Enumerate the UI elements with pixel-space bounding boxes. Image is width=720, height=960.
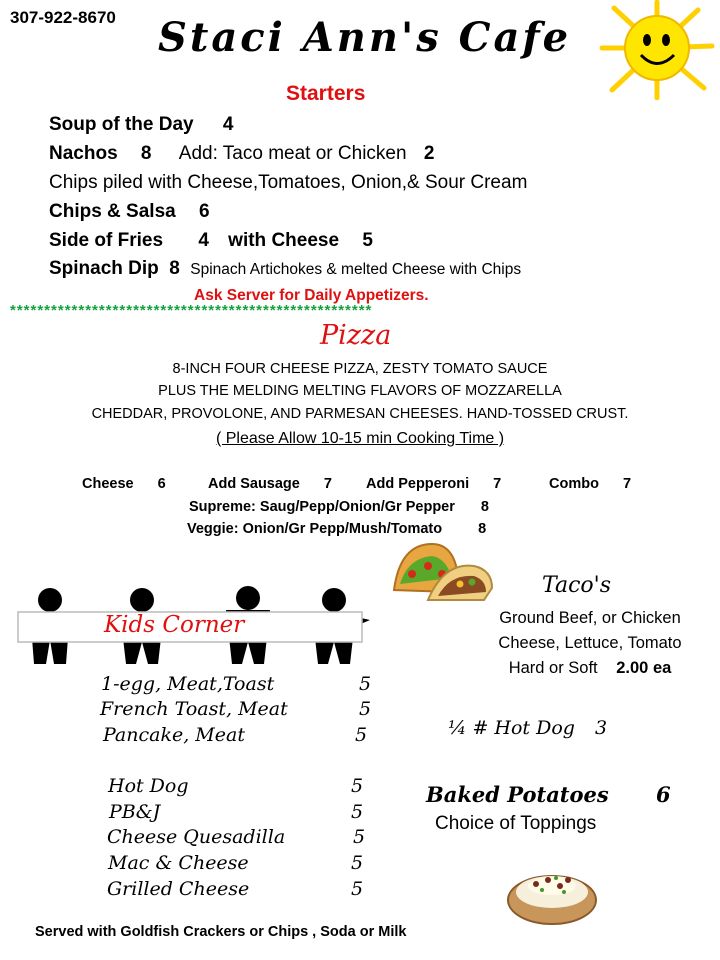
kids-item	[108, 852, 249, 874]
fries-addon: with Cheese	[228, 230, 340, 251]
pizza-veggie-price: 8	[478, 521, 487, 537]
pizza-item-name: Combo	[549, 476, 599, 492]
tacos-heading: Taco's	[542, 573, 611, 598]
nachos-name: Nachos	[49, 143, 118, 164]
kids-item-name: Cheese Quesadilla	[107, 826, 286, 848]
pizza-item-name: Cheese	[82, 476, 134, 492]
kids-item-name: French Toast, Meat	[100, 698, 288, 720]
soup-price: 4	[222, 114, 234, 135]
tacos-line-3	[470, 659, 710, 678]
kids-item-price: 5	[353, 826, 366, 848]
pizza-heading: Pizza	[320, 320, 392, 351]
fries-addon-price: 5	[362, 230, 373, 251]
pizza-item-cheese	[82, 476, 166, 492]
spinach-name: Spinach Dip	[49, 258, 159, 279]
nachos-price: 8	[140, 143, 152, 164]
nachos-item	[49, 143, 434, 165]
spinach-item	[49, 258, 521, 280]
pizza-supreme	[189, 499, 489, 515]
pizza-item-name: Add Pepperoni	[366, 476, 470, 492]
fries-price: 4	[198, 230, 209, 251]
nachos-addon-price: 2	[423, 143, 435, 164]
nachos-addon: Add: Taco meat or Chicken	[178, 143, 407, 164]
chips-item	[49, 201, 210, 223]
kids-item	[107, 826, 285, 848]
pizza-item-combo	[549, 476, 631, 492]
pizza-description-line-3: CHEDDAR, PROVOLONE, AND PARMESAN CHEESES. HAND-TOSSED CRUST.	[91, 406, 629, 422]
kids-item-price: 5	[355, 724, 368, 746]
kids-served-with-note: Served with Goldfish Crackers or Chips , Soda or Milk	[35, 924, 407, 940]
kids-item	[101, 673, 274, 695]
kids-item-name: PB&J	[109, 801, 161, 823]
pizza-item-price: 7	[622, 476, 632, 492]
pizza-description-line-2: PLUS THE MELDING MELTING FLAVORS OF MOZZARELLA	[158, 383, 562, 399]
phone-number: 307-922-8670	[10, 8, 116, 27]
kids-item-name: Grilled Cheese	[107, 878, 250, 900]
baked-potatoes-toppings: Choice of Toppings	[435, 813, 597, 834]
kids-item-name: Mac & Cheese	[108, 852, 249, 874]
kids-item	[103, 724, 245, 746]
kids-item	[100, 698, 288, 720]
pizza-item-pepperoni	[366, 476, 501, 492]
tacos-line-1: Ground Beef, or Chicken	[499, 609, 681, 627]
chips-name: Chips & Salsa	[49, 201, 176, 222]
baked-potato-icon	[496, 848, 608, 932]
kids-item	[108, 775, 189, 797]
kids-item-price: 5	[351, 775, 364, 797]
pizza-veggie-name: Veggie: Onion/Gr Pepp/Mush/Tomato	[187, 521, 443, 537]
spinach-description: Spinach Artichokes & melted Cheese with Chips	[190, 261, 522, 278]
kids-item-price: 5	[351, 878, 364, 900]
taco-icon	[388, 536, 496, 606]
pizza-item-sausage	[208, 476, 332, 492]
pizza-item-name: Add Sausage	[208, 476, 300, 492]
kids-item	[109, 801, 160, 823]
pizza-description-line-1: 8-INCH FOUR CHEESE PIZZA, ZESTY TOMATO SAUCE	[172, 361, 548, 377]
kids-item-price: 5	[351, 852, 364, 874]
hot-dog-price: 3	[594, 717, 608, 739]
tacos-line-2: Cheese, Lettuce, Tomato	[498, 634, 682, 652]
pizza-veggie	[187, 521, 486, 537]
pizza-cooking-note: ( Please Allow 10-15 min Cooking Time )	[215, 430, 505, 447]
tacos-hard-soft: Hard or Soft	[508, 659, 598, 677]
hot-dog-name: ¼ # Hot Dog	[448, 717, 575, 739]
kids-corner-heading: Kids Corner	[104, 612, 245, 638]
baked-potatoes-name: Baked Potatoes	[426, 782, 609, 807]
spinach-price: 8	[169, 258, 180, 279]
star-divider: *****************************************************	[10, 302, 373, 319]
fries-name: Side of Fries	[49, 230, 164, 251]
fries-item	[49, 230, 373, 252]
kids-item-name: Pancake, Meat	[103, 724, 245, 746]
soup-name: Soup of the Day	[49, 114, 194, 135]
pizza-item-price: 7	[493, 476, 502, 492]
nachos-description: Chips piled with Cheese,Tomatoes, Onion,& Sour Cream	[49, 172, 528, 193]
pizza-supreme-name: Supreme: Saug/Pepp/Onion/Gr Pepper	[189, 499, 455, 515]
kids-item-price: 5	[359, 673, 372, 695]
kids-item-name: Hot Dog	[108, 775, 189, 797]
pizza-item-price: 6	[157, 476, 166, 492]
sun-icon	[598, 0, 716, 100]
soup-item	[49, 114, 233, 136]
hot-dog-item	[448, 717, 607, 739]
baked-potatoes-price: 6	[656, 782, 671, 807]
kids-item-name: 1-egg, Meat,Toast	[101, 673, 275, 695]
starters-heading: Starters	[286, 82, 366, 105]
pizza-item-price: 7	[323, 476, 332, 492]
daily-appetizers-note: Ask Server for Daily Appetizers.	[194, 287, 429, 304]
tacos-price: 2.00 ea	[616, 659, 672, 677]
kids-item	[107, 878, 249, 900]
kids-item-price: 5	[351, 801, 364, 823]
pizza-supreme-price: 8	[480, 499, 489, 515]
chips-price: 6	[199, 201, 210, 222]
kids-item-price: 5	[359, 698, 372, 720]
cafe-title: Staci Ann's Cafe	[158, 14, 572, 61]
